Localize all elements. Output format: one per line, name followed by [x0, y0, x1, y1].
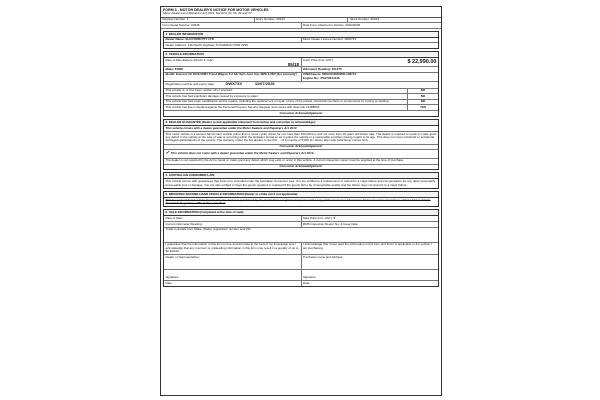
guarantee-ack-2: Consumer Acknowledgement: [279, 164, 323, 169]
stock-number: Stock Number: 20343 [349, 17, 379, 22]
rego-label: Registration number and expiry date: [165, 82, 215, 87]
sale-price[interactable]: Sale Price (incl. GST): $ [303, 216, 336, 220]
sale-heading: 6. SALE INFORMATION (Completed at the time of sale): [164, 210, 438, 216]
dealer-representative[interactable]: Dealer or Representative: [164, 255, 302, 269]
consumer-law-text: This vehicle comes with guarantees that cannot be excluded under the Australian Consumer Law. You are entitled to a replacement or refund for a major failure and compensation for any other reasonably foreseeable loss or damage. You are also entitled to have the goods repaired or replaced if the goods fail to be of acceptable quality and the failure does not amount to a major failure. [165, 179, 436, 187]
manufacture-label: Date of Manufacture (Month & Year) [165, 58, 214, 62]
imported-section [163, 191, 439, 208]
vehicle-heading: 2. VEHICLE INFORMATION [164, 52, 438, 58]
manufacture-value: 05/18 [287, 61, 299, 67]
vehicle-consumer-ack: Consumer Acknowledgement: [279, 110, 323, 115]
consumer-law-heading: 4. AUSTRALIAN CONSUMER LAW: [164, 173, 438, 179]
vin: VIN/Chassis: MNAUUXMAWJL136710 [303, 72, 357, 77]
rms-report[interactable]: RMS Inspection Report No. & Issue Date: [303, 221, 359, 226]
price-value: $ 22,990.00 [407, 58, 437, 65]
purchaser-name-address[interactable]: Purchaser name and address: [303, 255, 344, 259]
guarantee-ack-1: Consumer Acknowledgement: [164, 145, 438, 151]
entry-number: Entry Number: 20343 [255, 18, 349, 23]
sale-section [163, 209, 439, 286]
vehicle-section [163, 51, 439, 117]
price-label: Cash Price (incl. GST) [303, 58, 333, 62]
sale-date[interactable]: Date of Sale: [164, 216, 302, 221]
answer-water-damage: NO [420, 93, 426, 98]
rego-expiry: 11/07/2026 [254, 81, 275, 87]
guarantee-heading: 3. DEALER GUARANTEE (Dealer to tick applicable statement from below and consumer to acknowledge): [164, 120, 438, 126]
dealer-signature-label: Signature [165, 275, 179, 280]
without-guarantee-title: This vehicle does not come with a dealer guarantee under the Motor Dealers and Repairers Act 2013. [170, 151, 315, 156]
dealer-statement: I guarantee that the information in this form is true and accurate to the best of my knowledge and I acknowledge that any incorrect or misleading information in this form may result in a penalty of up to $2,200.00. [164, 243, 302, 255]
dealer-licence: Motor Dealer Licence Number: MD0723 [303, 37, 357, 42]
form-serial-number: Form Serial Number: 03345 [161, 23, 302, 28]
purchaser-signature-label: Signature [303, 275, 316, 280]
consumer-statement: I acknowledge that I have read the information in this form and that it is applicable to the vehicle I am purchasing. [303, 242, 432, 250]
question-written-off: This vehicle is, or has been, written off or wrecked: [164, 89, 408, 94]
rego-value: DWX73X [225, 81, 242, 87]
dealer-address: Dealer Address: 136 Pacific Highway TUGGERAH NSW 2259 [165, 43, 248, 48]
dealer-heading: 1. DEALER INFORMATION [164, 32, 438, 38]
without-guarantee-text: The dealer is not required by the Act to repair or make good any defect which may exist or occur in this vehicle. A current inspection report must be supplied at the time of purchase. [164, 159, 438, 165]
form-title: FORM 3 - MOTOR DEALER'S NOTICE FOR MOTOR VEHICLES [163, 8, 269, 12]
dealer-notice-form [160, 6, 442, 396]
odometer: Odometer Reading: 261575 [303, 67, 342, 71]
sale-odometer[interactable]: Current Odometer Reading: [164, 222, 302, 227]
vehicle-model: Model: Everest UA 2018.00MY Trend Wagon 7st 4dr Spts Auto 6sp 4WD 3.2DT [6yr warranty] [164, 73, 302, 81]
imported-text: This is a second-hand vehicle imported by the dealer or purchased by the dealer from a registered importer and a copy of the Consumer Information Notice issued in accordance with the Motor Vehicle Standards Regulation 1989 (Cth) is attached. [165, 197, 431, 206]
vehicle-make: Make: FORD [164, 67, 302, 72]
trade-in-details[interactable]: Trade-In details (incl. Make, Model, registration number and VIN [165, 227, 251, 232]
question-ppsr: This vehicle has been checked against the Personal Property Security Register and comes with clear title 14488831: [164, 105, 408, 110]
consumer-law-section [163, 172, 439, 189]
question-modification: This vehicle has had major modification and/or repairs, including the replacement or repair of any of the panels, structural members or components by cutting or welding: [164, 100, 408, 105]
answer-modification: NO [420, 99, 426, 104]
engine-number: Engine No.: P5AT2644146 [303, 75, 340, 80]
imported-heading: 5. IMPORTED SECOND-HAND VEHICLE INFORMATION (Dealer to strike out if not applicable): [164, 192, 438, 198]
with-guarantee-text: This motor vehicle is a second-hand motor vehicle (other than a motor cycle) driven for not more than 160,000 km and not more than 10 years old before sale. The dealer is required to repair or make good any defect in the vehicle at the sale of sale or occurring within the limitation period so as to place the vehicle in a reasonable condition having regard to its age. This does not cover incidental or accidental damage/repairs/defects of the vehicle. The warranty under the Act applies to the first ... of 3 months or 5,000 km driven after sale (whichever comes first). [164, 132, 438, 145]
guarantee-section [163, 119, 439, 171]
register-number: Register Number: 1 [161, 18, 255, 23]
check-icon[interactable]: ✓ [165, 150, 170, 157]
dealer-signature[interactable] [164, 270, 302, 280]
purchaser-date[interactable]: Date: [303, 281, 311, 285]
dealer-date[interactable]: Date: [164, 281, 302, 286]
question-water-damage: This vehicle has had significant damage caused by exposure to water: [164, 94, 408, 99]
with-guarantee-title: This vehicle comes with a dealer guarantee under the Motor Dealers and Repairers Act 2013. [164, 126, 438, 132]
date-attached: Date Form Attached to Vehicle: 23/02/2026 [303, 23, 361, 27]
answer-written-off: NO [420, 88, 426, 93]
purchaser-signature[interactable] [302, 270, 439, 280]
form-header [161, 7, 441, 18]
dealer-name: Dealer Name: ELN FORD PTY LTD [164, 38, 302, 43]
answer-ppsr: YES [419, 105, 426, 110]
form-subtitle: Motor Dealers and Repairers Act 2013: Sections 92, 93, 94 and 72 [163, 11, 252, 16]
dealer-section [163, 31, 439, 49]
